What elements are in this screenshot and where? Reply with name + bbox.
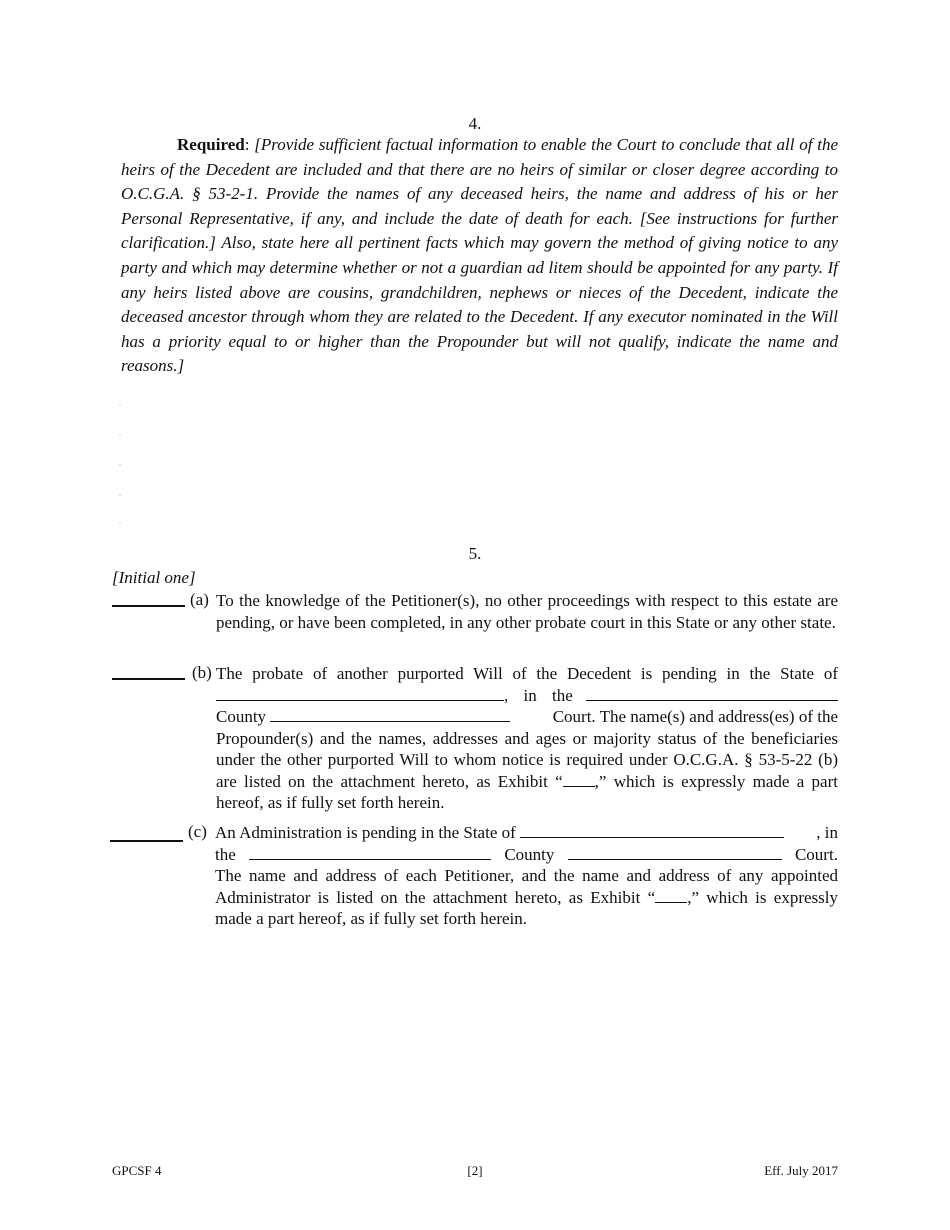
exhibit-blank-b[interactable] (563, 772, 595, 787)
state-blank-c[interactable] (520, 823, 784, 838)
footer-form-id: GPCSF 4 (112, 1163, 162, 1178)
county-text-c: County (504, 844, 555, 864)
option-b-body (216, 663, 838, 814)
option-b-letter: (b) (192, 663, 212, 682)
option-b-rest-text: Propounder(s) and the names, addresses and ages or majority status of the beneficiaries under the other purported Will to whom notice is required under O.C.G.A. § 53-5-22 (b) are listed on the attachment hereto, as Exhibit “ (216, 728, 838, 791)
initial-blank-c[interactable] (110, 840, 183, 842)
initial-blank-b[interactable] (112, 678, 185, 680)
option-b-line2 (216, 685, 838, 707)
section-4-paragraph (121, 133, 838, 379)
option-c-line2 (215, 844, 838, 866)
location-blank-c[interactable] (249, 845, 491, 860)
section-4-instructions: [Provide sufficient factual information to enable the Court to conclude that all of the heirs of the Decedent are included and that there are no heirs of similar or closer degree according to O.C.G.A. § 53-2-1. Provide the names of any deceased heirs, the name and address of his or her Personal Representative, if any, and include the date of death for each. [See instructions for further clarification.] Also, state here all pertinent facts which may govern the method of giving notice to any party and which may determine whether or not a guardian ad litem should be appointed for any party. If any heirs listed above are cousins, grandchildren, nephews or nieces of the Decedent, indicate the deceased ancestor through whom they are related to the Decedent. If any executor nominated in the Will has a priority equal to or higher than the Propounder but will not qualify, indicate the name and reasons.] (121, 135, 839, 376)
court-text-b: Court. The name(s) and address(es) of the (552, 707, 838, 726)
in-the-text: , in the (504, 685, 573, 705)
option-c-rest-text: The name and address of each Petitioner, and the name and address of any appointed Administrator is listed on the attachment hereto, as Exhibit “ (215, 866, 838, 907)
faint-mark (119, 494, 121, 496)
option-c-line1 (215, 822, 838, 844)
option-c-line1-text: An Administration is pending in the State of (215, 823, 516, 842)
option-b-line1: The probate of another purported Will of the Decedent is pending in the State of (216, 664, 838, 683)
option-c-letter: (c) (188, 822, 207, 841)
faint-mark (119, 404, 121, 406)
exhibit-blank-c[interactable] (655, 888, 687, 903)
location-blank-b[interactable] (586, 686, 838, 701)
faint-mark (119, 434, 121, 436)
initial-one-label: [Initial one] (112, 568, 196, 587)
footer-effective-date: Eff. July 2017 (764, 1163, 838, 1178)
option-c-rest (215, 865, 838, 930)
section-number-4: 4. (468, 114, 482, 133)
required-colon: : (244, 135, 250, 154)
county-blank-c[interactable] (568, 845, 782, 860)
faint-mark (119, 464, 121, 466)
option-c-rest-end: ,” which is expressly made a part hereof, as if fully set forth herein. (215, 887, 839, 928)
court-text-c: Court. (794, 844, 838, 864)
county-blank-b[interactable] (270, 707, 510, 722)
the-text-c: the (215, 844, 236, 864)
option-b-rest-end: ,” which is expressly made a part hereof, as if fully set forth herein. (216, 771, 838, 812)
section-number-5: 5. (468, 544, 482, 563)
required-label: Required (177, 135, 245, 154)
option-b-line3 (216, 706, 838, 728)
option-a-letter: (a) (190, 590, 209, 609)
option-a-text: To the knowledge of the Petitioner(s), no other proceedings with respect to this estate are pending, or have been completed, in any other probate court in this State or any other state. (216, 591, 838, 632)
initial-blank-a[interactable] (112, 605, 185, 607)
option-b-rest (216, 728, 838, 814)
faint-mark (119, 522, 121, 524)
in-text-c: , in (816, 823, 838, 842)
county-text-b: County (216, 707, 267, 726)
footer-page-number: [2] (467, 1163, 483, 1178)
option-c-body (215, 822, 838, 930)
state-blank-b[interactable] (216, 686, 504, 701)
